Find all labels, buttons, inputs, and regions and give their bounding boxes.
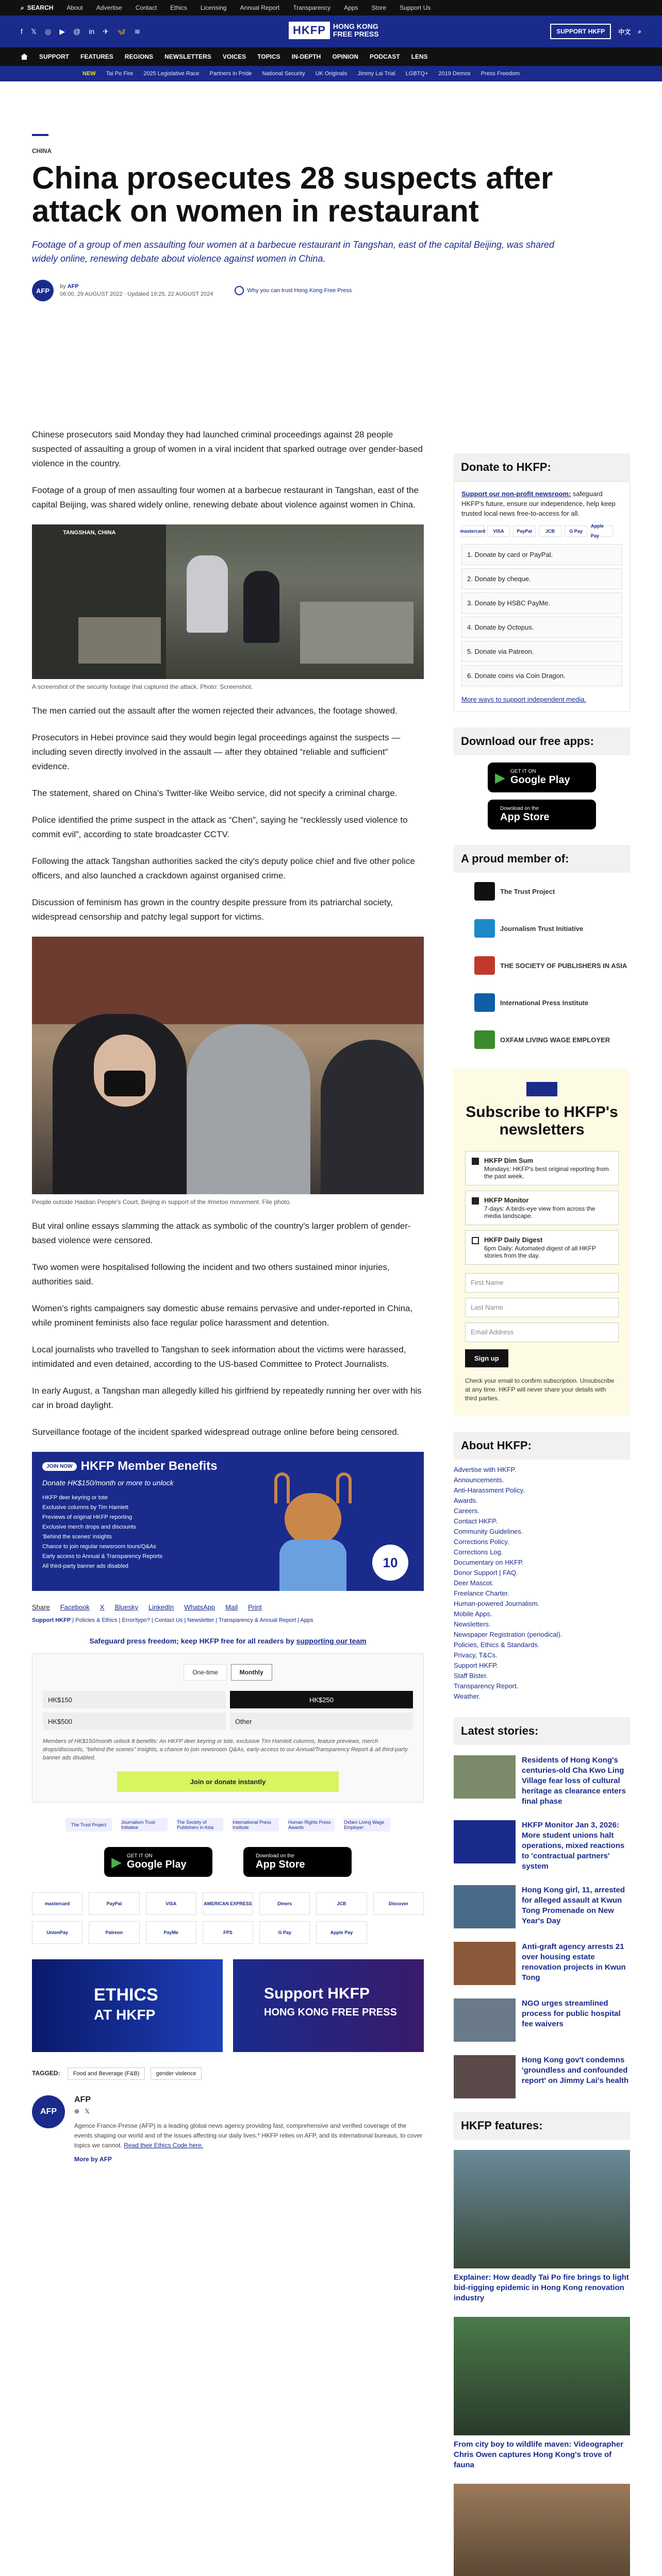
payment-logo: Diners [259,1892,310,1915]
trust-logo[interactable]: Oxfam Living Wage Employer [344,1818,390,1832]
top-link-annual-report[interactable]: Annual Report [240,4,280,11]
policy-link[interactable]: Apps [300,1617,313,1623]
article-standfirst: Footage of a group of men assaulting four women at a barbecue restaurant in Tangshan, east of the capital Beijing, was shared widely online, renewing debate about violence against women in China. [32,240,554,264]
benefit-item: HKFP deer keyring or tote [42,1495,108,1501]
about-link[interactable]: Mobile Apps. [454,1610,492,1618]
paragraph: In early August, a Tangshan man allegedly killed his girlfriend by repeatedly running her over with his car in broad daylight. [32,1386,422,1410]
member-banner-title: HKFP Member Benefits [80,1459,218,1473]
support-team-link[interactable]: supporting our team [296,1637,367,1645]
story-thumbnail [454,1885,516,1928]
member-logo[interactable]: International Press Institute [454,984,630,1021]
trust-logo[interactable]: Journalism Trust Initiative [121,1818,168,1832]
last-name-field[interactable]: Last Name [465,1298,619,1317]
apps-heading: Download our free apps: [454,727,630,755]
sopa-icon [474,956,495,975]
trending-ticker [0,66,662,81]
payment-logo: JCB [316,1892,367,1915]
newsletter-checkbox[interactable] [472,1237,479,1244]
member-logo[interactable]: The Trust Project [454,873,630,910]
bluesky-icon[interactable]: 🦋 [117,27,126,36]
story-thumbnail [454,1942,516,1985]
tab-monthly[interactable]: Monthly [231,1664,272,1681]
latest-story[interactable]: Residents of Hong Kong's centuries-old Cha Kwo Ling Village fear loss of cultural heritage as clearance enters final phase [454,1755,630,1807]
paragraph: Women's rights campaigners say domestic abuse remains pervasive and under-reported in China, while prominent feminists also face regular police harassment and detention. [32,1303,413,1328]
story-thumbnail [454,2055,516,2098]
payment-logo: PayPal [89,1892,139,1915]
share-print[interactable]: Print [247,1603,262,1611]
app-store-badge[interactable]: Download on the App Store [243,1847,352,1877]
feature-story[interactable]: Explainer: How deadly Tai Po fire brings to light bid-rigging epidemic in Hong Kong renovation industry [454,2150,630,2303]
tag-link[interactable]: gender violence [151,2067,202,2080]
top-link-about[interactable]: About [67,4,83,11]
about-link[interactable]: Privacy, T&Cs. [454,1651,498,1659]
policy-link[interactable]: Transparency & Annual Report [219,1617,296,1623]
nav-support[interactable]: SUPPORT [39,53,70,60]
donation-note: Members of HK$150/month unlock 8 benefits: An HKFP deer keyring or tote, exclusive Tim Hamlett columns, feature previews, merch drops/discounts, "behind the scenes" insights, a chance to join newsroom Q&As, early-access to our Annual/Transparency Report & all third-party banner ads disabled. [43,1738,408,1761]
paragraph: But viral online essays slamming the attack as symbolic of the country's larger problem of gender-based violence were censored. [32,1221,411,1245]
about-link[interactable]: Support HKFP. [454,1662,498,1669]
payment-logo: UnionPay [32,1921,82,1944]
kicker-rule [32,134,48,136]
author-socials [74,2108,424,2115]
donate-method[interactable]: 6. Donate coins via Coin Dragon. [461,665,622,686]
jti-icon [474,919,495,938]
about-link[interactable]: Newsletters. [454,1620,491,1628]
about-link[interactable]: Transparency Report. [454,1682,519,1690]
latest-story[interactable]: HKFP Monitor Jan 3, 2026: More student unions halt operations, mixed reactions to 'contractual partners' system [454,1820,630,1872]
feature-image [454,2150,630,2268]
court-protest-photo [32,937,424,1194]
latest-story[interactable]: Hong Kong girl, 11, arrested for alleged assault at Kwun Tong Promenade on New Year's Day [454,1885,630,1928]
paragraph: Surveillance footage of the incident sparked widespread outrage online before being censored. [32,1427,400,1437]
tags-label: TAGGED: [32,2070,60,2077]
app-badges [32,1847,424,1877]
amount-option[interactable]: HK$150 [43,1691,226,1708]
top-link-contact[interactable]: Contact [135,4,157,11]
photo-caption: A screenshot of the security footage that captured the attack. Photo: Screenshot. [32,683,253,690]
newsletter-note: Check your email to confirm subscription. Unsubscribe at any time. HKFP will never share your details with third parties. [465,1377,615,1402]
masthead [0,15,662,47]
about-link[interactable]: Awards. [454,1497,478,1504]
newsletter-signup [454,1069,630,1416]
nav-features[interactable]: FEATURES [80,53,113,60]
about-link[interactable]: Policies, Ethics & Standards. [454,1641,540,1649]
feature-image [454,2484,630,2576]
ipi-icon [474,993,495,1012]
payment-logo: Apple Pay [316,1921,367,1944]
support-ad-banner[interactable]: Support HKFP HONG KONG FREE PRESS [233,1959,424,2052]
latest-story[interactable]: Anti-graft agency arrests 21 over housing estate renovation projects in Kwun Tong [454,1942,630,1985]
payment-logo: PayPal [513,526,536,537]
member-logo[interactable]: OXFAM LIVING WAGE EMPLOYER [454,1021,630,1058]
amount-option[interactable]: Other [230,1713,413,1730]
about-link[interactable]: Careers. [454,1507,479,1515]
photo-caption: People outside Haidian People's Court, Beijing in support of the #metoo movement. File photo. [32,1198,291,1206]
threads-icon[interactable]: @ [73,27,81,36]
about-link[interactable]: Staff Bister. [454,1672,488,1680]
join-now-badge[interactable]: JOIN NOW [42,1462,77,1471]
support-hkfp-button[interactable]: SUPPORT HKFP [550,24,611,39]
google-play-icon: ▶ [111,1854,122,1870]
telegram-icon[interactable]: ✈ [103,27,109,36]
ad-banner-row [32,1959,424,2052]
policy-link[interactable]: Newsletter [187,1617,214,1623]
trust-link[interactable]: Why you can trust Hong Kong Free Press [235,286,352,295]
about-link[interactable]: Corrections Policy. [454,1538,509,1546]
cctv-photo [32,524,424,679]
payment-logo: JCB [539,526,561,537]
safeguard-banner: Safeguard press freedom; keep HKFP free for all readers by supporting our team [89,1637,367,1645]
benefit-item: Chance to join regular newsroom tours/Q&As [42,1544,156,1550]
about-link[interactable]: Donor Support | FAQ. [454,1569,518,1577]
share-linkedin[interactable]: LinkedIn [148,1603,174,1611]
latest-story[interactable]: NGO urges streamlined process for public hospital fee waivers [454,1998,630,2042]
paragraph: Two women were hospitalised following the incident and two others sustained minor injuries, authorities said. [32,1262,390,1286]
paragraph: Following the attack Tangshan authorities sacked the city's deputy police chief and five other police officers, and also launched a crackdown against organised crime. [32,856,415,880]
about-link[interactable]: Documentary on HKFP. [454,1558,524,1566]
first-name-field[interactable]: First Name [465,1273,619,1293]
google-play-icon: ▶ [495,769,505,785]
story-thumbnail [454,1755,516,1799]
member-heading: A proud member of: [454,845,630,873]
benefits-list [42,1493,162,1571]
article-category[interactable]: CHINA [32,147,52,155]
trust-logo[interactable]: International Press Institute [233,1818,279,1832]
donate-methods [461,544,622,686]
policy-link[interactable]: Error/typo? [122,1617,150,1623]
about-link[interactable]: Advertise with HKFP. [454,1466,517,1473]
top-link-advertise[interactable]: Advertise [96,4,122,11]
benefit-item: All third-party banner ads disabled [42,1563,128,1569]
header-search-button[interactable] [638,28,641,36]
about-links [454,1460,630,1702]
feature-story[interactable]: From city boy to wildlife maven: Videographer Chris Owen captures Hong Kong's trove of fauna [454,2317,630,2470]
deer-mascot-icon [259,1472,362,1591]
nav-lens[interactable]: LENS [411,53,428,60]
tag-link[interactable]: Food and Beverage (F&B) [68,2067,145,2080]
google-play-badge[interactable]: ▶ GET IT ON Google Play [488,762,596,792]
article-title: China prosecutes 28 suspects after attack on women in restaurant [32,161,553,228]
benefit-item: Previews of original HKFP reporting [42,1514,133,1520]
payment-logo: Apple Pay [590,526,613,537]
author-avatar[interactable]: AFP [32,2095,65,2128]
youtube-icon[interactable]: ▶ [59,27,65,36]
share-facebook[interactable]: Facebook [60,1603,90,1611]
newsletter-option[interactable]: HKFP Dim Sum Mondays: HKFP's best original reporting from the past week. [465,1151,619,1185]
about-link[interactable]: Deer Mascot. [454,1579,494,1587]
nav-newsletters[interactable]: NEWSLETTERS [164,53,211,60]
nav-regions[interactable]: REGIONS [124,53,154,60]
article-dates: 06:00, 29 AUGUST 2022 · Updated 19:25, 22 AUGUST 2024 [60,291,213,297]
email-field[interactable]: Email Address [465,1323,619,1342]
search-icon: ⌕ [638,27,641,35]
language-switch[interactable]: 中文 [618,28,631,36]
trust-logo[interactable]: Human Rights Press Awards [288,1818,335,1832]
ticker-item[interactable]: Jimmy Lai Trial [357,71,395,77]
app-store-badge[interactable]: Download on the App Store [488,800,596,829]
features-heading: HKFP features: [454,2112,630,2140]
about-link[interactable]: Newspaper Registration (periodical). [454,1631,562,1638]
top-link-support[interactable]: Support Us [400,4,431,11]
paragraph: Local journalists who travelled to Tangshan to seek information about the victims were harassed, intimidated and even detained, according to the US-based Committee to Protect Journalists. [32,1345,406,1369]
share-bar [32,1603,424,1611]
amount-option[interactable]: HK$500 [43,1713,226,1730]
nav-opinion[interactable]: OPINION [332,53,358,60]
ticker-item[interactable]: Tai Po Fire [106,71,134,77]
about-link[interactable]: Anti-Harassment Policy. [454,1486,525,1494]
new-badge: NEW [82,71,96,77]
about-link[interactable]: Corrections Log. [454,1548,503,1556]
payment-logo: AMERICAN EXPRESS [203,1892,253,1915]
ethics-ad-banner[interactable]: ETHICS AT HKFP [32,1959,223,2052]
payment-logo: PayMe [146,1921,196,1944]
top-link-transparency[interactable]: Transparency [293,4,331,11]
donate-box: Support our non-profit newsroom: safeguard HKFP's future, ensure our independence, help keep trusted local news free-to-access for all. mastercard VISA PayPal JCB G Pay Apple Pay 1. Donate by card or PayPal. 2. Donate by cheque. 3. Donate by HSBC PayMe. 4. Donate by Octopus. 5. Donate via Patreon. 6. Donate coins via Coin Dragon. More ways to support independent media. [454,481,630,712]
payment-logo: Patreon [89,1921,139,1944]
facebook-icon[interactable]: f [21,27,23,36]
newsletter-checkbox[interactable] [472,1158,479,1165]
top-search-button[interactable]: ⌕ SEARCH [21,4,54,11]
main-nav [0,47,662,66]
payment-logo: mastercard [461,526,484,537]
author-name[interactable]: AFP [74,2095,91,2104]
paragraph: The statement, shared on China's Twitter-like Weibo service, did not specify a criminal charge. [32,788,398,798]
member-logo[interactable]: THE SOCIETY OF PUBLISHERS IN ASIA [454,947,630,984]
hkfp-logo-icon [526,1082,557,1096]
about-link[interactable]: Freelance Charter. [454,1589,509,1597]
sidebar [454,453,630,2576]
photo-overlay-text: TANGSHAN, CHINA [63,530,116,536]
donate-lead-link[interactable]: Support our non-profit newsroom: [461,490,571,498]
top-utility-bar [0,0,662,15]
nav-topics[interactable]: TOPICS [257,53,280,60]
trust-logo[interactable]: The Trust Project [65,1818,112,1832]
about-link[interactable]: Announcements. [454,1476,504,1484]
about-link[interactable]: Community Guidelines. [454,1528,523,1535]
trust-logo-row [32,1818,424,1832]
donate-heading: Donate to HKFP: [454,453,630,481]
rss-icon[interactable]: ≋ [134,27,141,36]
policy-link[interactable]: Policies & Ethics [75,1617,118,1623]
ticker-item[interactable]: 2019 Demos [438,71,471,77]
donate-method[interactable]: 2. Donate by cheque. [461,568,622,589]
newsletter-heading: Subscribe to HKFP's newsletters [466,1104,618,1138]
ethics-code-link[interactable]: Read their Ethics Code here. [124,2142,204,2149]
author-link[interactable]: AFP [67,283,79,290]
paragraph: Police identified the prime suspect in the attack as “Chen”, saying he “recklessly used violence to commit evil”, according to state broadcaster CCTV. [32,815,408,839]
donate-method[interactable]: 3. Donate by HSBC PayMe. [461,592,622,614]
more-by-author-link[interactable]: More by AFP [74,2156,112,2163]
paragraph: Chinese prosecutors said Monday they had launched criminal proceedings against 28 people suspected of assaulting a group of women in a viral incident that sparked outrage over gender-based violence in the country. [32,430,423,468]
policy-link[interactable]: Contact Us [154,1617,183,1623]
ticker-item[interactable]: Press Freedom [481,71,520,77]
donation-widget [32,1653,424,1803]
ticker-item[interactable]: 2025 Legislative Race [143,71,200,77]
donate-method[interactable]: 5. Donate via Patreon. [461,641,622,662]
linkedin-icon[interactable]: in [89,27,95,36]
article-body [32,428,424,2163]
paragraph: Prosecutors in Hebei province said they would begin legal proceedings against the suspects — including seven directly involved in the assault — after they obtained “reliable and sufficient” evidence. [32,733,401,771]
article-header [32,134,630,303]
home-icon[interactable] [21,54,28,60]
join-donate-button[interactable]: Join or donate instantly [117,1771,339,1792]
top-link-ethics[interactable]: Ethics [170,4,187,11]
share-label: Share [32,1603,50,1611]
shield-icon [235,286,244,295]
benefit-item: 'Behind the scenes' insights [42,1534,112,1540]
payment-logo: Discover [373,1892,424,1915]
byline: AFP by AFP 06:00, 29 AUGUST 2022 · Updated 19:25, 22 AUGUST 2024 Why you can trust Hong Kong Free Press [32,278,630,303]
newsletter-option[interactable]: HKFP Monitor 7-days: A birds-eye view from across the media landscape. [465,1191,619,1225]
payment-logo: FPS [203,1921,253,1944]
latest-story[interactable]: Hong Kong gov't condemns 'groundless and confounded report' on Jimmy Lai's health [454,2055,630,2098]
donate-method[interactable]: 1. Donate by card or PayPal. [461,544,622,565]
nav-voices[interactable]: VOICES [222,53,246,60]
ticker-item[interactable]: National Security [262,71,305,77]
share-bluesky[interactable]: Bluesky [114,1603,138,1611]
payment-logo: VISA [487,526,510,537]
social-links [21,27,140,36]
about-heading: About HKFP: [454,1432,630,1460]
payment-logo: mastercard [32,1892,82,1915]
about-link[interactable]: Human-powered Journalism. [454,1600,540,1607]
top-link-store[interactable]: Store [371,4,387,11]
nav-in-depth[interactable]: IN-DEPTH [291,53,321,60]
story-thumbnail [454,1998,516,2042]
latest-heading: Latest stories: [454,1717,630,1745]
benefit-item: Exclusive merch drops and discounts [42,1524,136,1530]
member-logo[interactable]: Journalism Trust Initiative [454,910,630,947]
feature-image [454,2317,630,2435]
share-whatsapp[interactable]: WhatsApp [184,1603,216,1611]
feature-story[interactable] [454,2484,630,2576]
signup-button[interactable]: Sign up [465,1349,508,1367]
donate-payment-icons [460,523,622,538]
benefit-item: Exclusive columns by Tim Hamlett [42,1504,128,1511]
author-avatar[interactable]: AFP [32,280,54,301]
ticker-item[interactable]: LGBTQ+ [405,71,428,77]
amount-option-selected[interactable]: HK$250 [230,1691,413,1708]
search-icon: ⌕ [21,4,24,11]
tags-row [32,2067,424,2080]
top-link-licensing[interactable]: Licensing [200,4,227,11]
payment-logo: VISA [146,1892,196,1915]
site-logo[interactable]: HKFP HONG KONG FREE PRESS [289,22,379,39]
newsletter-checkbox[interactable] [472,1197,479,1205]
instagram-icon[interactable]: ◎ [45,27,52,36]
share-mail[interactable]: Mail [225,1603,238,1611]
trust-project-icon [474,882,495,901]
policy-link[interactable]: Support HKFP [32,1617,71,1623]
about-link[interactable]: Weather. [454,1692,481,1700]
paragraph: The men carried out the assault after the women rejected their advances, the footage showed. [32,706,398,716]
oxfam-icon [474,1030,495,1049]
benefit-item: Early access to Annual & Transparency Reports [42,1553,162,1560]
payment-logo: G Pay [259,1921,310,1944]
more-ways-link[interactable]: More ways to support independent media. [461,696,587,703]
story-thumbnail [454,1820,516,1863]
tab-one-time[interactable]: One-time [184,1664,226,1681]
about-link[interactable]: Contact HKFP. [454,1517,498,1525]
paragraph: Discussion of feminism has grown in the country despite pressure from its patriarchal society, widespread censorship and patchy legal support for victims. [32,897,393,922]
member-banner-subtitle: Donate HK$150/month or more to unlock [42,1479,174,1487]
x-icon[interactable]: 𝕏 [30,27,37,36]
ticker-item[interactable]: Partners in Pride [209,71,252,77]
anniversary-badge: 10 [372,1545,408,1581]
donate-method[interactable]: 4. Donate by Octopus. [461,617,622,638]
author-bio: Agence France-Presse (AFP) is a leading global news agency providing fast, comprehensive and verified coverage of the events shaping our world and of the issues affecting our daily lives.* HKFP relies on AFP, and its international bureaus, to cover topics we cannot. [74,2122,423,2149]
payment-logos [32,1892,424,1944]
google-play-badge[interactable]: ▶ GET IT ON Google Play [104,1847,212,1877]
author-box [32,2095,424,2163]
ticker-item[interactable]: UK Originals [315,71,347,77]
policy-links: Support HKFP | Policies & Ethics | Error/typo? | Contact Us | Newsletter | Transparency & Annual Report | Apps [32,1617,313,1623]
trust-logo[interactable]: The Society of Publishers in Asia [177,1818,223,1832]
payment-logo: G Pay [565,526,587,537]
member-benefits-banner[interactable] [32,1452,424,1591]
newsletter-option[interactable]: HKFP Daily Digest 6pm Daily: Automated digest of all HKFP stories from the day. [465,1230,619,1265]
website-icon[interactable]: ⊕ [74,2108,80,2115]
top-link-apps[interactable]: Apps [344,4,358,11]
x-icon[interactable]: 𝕏 [85,2108,90,2115]
paragraph: Footage of a group of men assaulting four women at a barbecue restaurant in Tangshan, east of the capital Beijing, was shared widely online, renewing debate about violence against women in China. [32,485,419,510]
nav-podcast[interactable]: PODCAST [369,53,400,60]
share-x[interactable]: X [100,1603,105,1611]
